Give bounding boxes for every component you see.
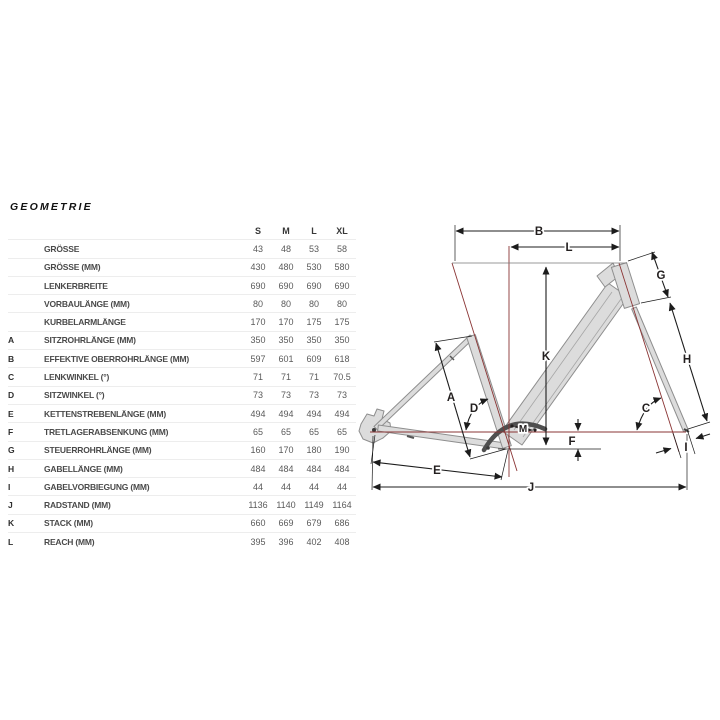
row-value: 44: [308, 481, 319, 492]
row-value: 53: [308, 243, 319, 254]
row-value: 1149: [304, 500, 324, 511]
row-value: 350: [334, 335, 350, 346]
table-row: [8, 276, 356, 294]
label-K: K: [541, 351, 551, 363]
row-letter: H: [8, 463, 15, 474]
row-value: 65: [252, 426, 263, 437]
reference-lines: [370, 246, 686, 477]
row-value: 80: [336, 298, 347, 309]
table-row: [8, 495, 356, 513]
row-value: 73: [280, 390, 291, 401]
table-row: [8, 239, 356, 257]
row-value: 1136: [248, 500, 268, 511]
row-value: 65: [280, 426, 291, 437]
fork-blade: [632, 307, 692, 432]
label-I: I: [684, 442, 688, 454]
row-value: 618: [334, 353, 350, 364]
battery-edge-line: [514, 292, 612, 430]
table-row: [8, 258, 356, 276]
label-F: F: [568, 436, 576, 448]
table-row: [8, 386, 356, 404]
row-value: 170: [278, 317, 294, 328]
size-header: L: [311, 225, 317, 236]
row-value: 71: [252, 372, 263, 383]
label-H: H: [682, 354, 692, 366]
row-value: 175: [306, 317, 322, 328]
row-value: 484: [250, 463, 266, 474]
row-letter: E: [8, 408, 14, 419]
row-value: 43: [252, 243, 263, 254]
row-value: 494: [334, 408, 350, 419]
label-J: J: [527, 482, 535, 494]
dimension-lines: [371, 225, 710, 490]
row-value: 494: [250, 408, 266, 419]
table-row: [8, 349, 356, 367]
row-label: KURBELARMLÄNGE: [44, 317, 126, 328]
steering-axis-reference-line: [619, 263, 679, 452]
row-label: STEUERROHRLÄNGE (MM): [44, 445, 152, 456]
row-value: 402: [306, 536, 322, 547]
row-label: GABELVORBIEGUNG (MM): [44, 481, 150, 492]
row-value: 48: [280, 243, 291, 254]
row-value: 170: [278, 445, 294, 456]
row-value: 669: [278, 518, 294, 529]
row-label: REACH (MM): [44, 536, 95, 547]
row-label: SITZWINKEL (°): [44, 390, 105, 401]
row-value: 73: [308, 390, 319, 401]
row-value: 350: [278, 335, 294, 346]
row-value: 660: [250, 518, 266, 529]
row-value: 494: [278, 408, 294, 419]
row-value: 170: [250, 317, 266, 328]
row-label: STACK (MM): [44, 518, 93, 529]
seat-stay-tube: [374, 335, 474, 430]
row-value: 44: [280, 481, 291, 492]
row-value: 430: [250, 262, 266, 273]
row-letter: D: [8, 390, 15, 401]
row-letter: I: [8, 481, 11, 492]
row-value: 44: [252, 481, 263, 492]
label-D: D: [469, 403, 479, 415]
label-B: B: [534, 226, 544, 238]
row-value: 73: [336, 390, 347, 401]
row-letter: C: [8, 372, 15, 383]
row-value: 190: [334, 445, 350, 456]
size-header: XL: [336, 225, 348, 236]
bb-bolt: [486, 446, 490, 450]
row-value: 80: [280, 298, 291, 309]
row-label: GRÖSSE: [44, 243, 80, 254]
row-value: 408: [334, 536, 350, 547]
rear-dropout-bolt: [372, 428, 376, 432]
row-value: 71: [280, 372, 291, 383]
row-value: 65: [308, 426, 319, 437]
table-row: [8, 441, 356, 459]
page-title: GEOMETRIE: [10, 201, 93, 213]
table-row: [8, 514, 356, 532]
label-M: M: [518, 424, 528, 435]
dim-I-left: [656, 449, 671, 454]
row-value: 395: [250, 536, 266, 547]
table-row: [8, 404, 356, 422]
row-value: 530: [306, 262, 322, 273]
table-row: [8, 331, 356, 349]
row-value: 480: [278, 262, 294, 273]
row-value: 484: [306, 463, 322, 474]
row-label: LENKWINKEL (°): [44, 372, 110, 383]
row-label: RADSTAND (MM): [44, 500, 111, 511]
row-letter: L: [8, 536, 14, 547]
row-label: SITZROHRLÄNGE (MM): [44, 335, 136, 346]
row-label: LENKERBREITE: [44, 280, 108, 291]
row-value: 484: [334, 463, 350, 474]
row-letter: B: [8, 353, 15, 364]
row-value: 175: [334, 317, 350, 328]
row-value: 80: [252, 298, 263, 309]
row-letter: G: [8, 445, 15, 456]
row-value: 686: [334, 518, 350, 529]
row-label: EFFEKTIVE OBERROHRLÄNGE (MM): [44, 353, 190, 364]
row-value: 679: [306, 518, 322, 529]
dim-I-right: [696, 434, 710, 439]
row-label: GRÖSSE (MM): [44, 262, 101, 273]
row-letter: F: [8, 426, 14, 437]
row-value: 1140: [276, 500, 296, 511]
row-value: 690: [334, 280, 350, 291]
row-value: 80: [308, 298, 319, 309]
table-header-row: [8, 222, 356, 239]
row-label: VORBAULÄNGE (MM): [44, 298, 130, 309]
row-label: KETTENSTREBENLÄNGE (MM): [44, 408, 166, 419]
row-value: 350: [250, 335, 266, 346]
bike-geometry-diagram: [355, 210, 720, 532]
row-value: 494: [306, 408, 322, 419]
row-value: 690: [306, 280, 322, 291]
battery-edge-line: [523, 299, 621, 437]
row-value: 690: [250, 280, 266, 291]
row-label: GABELLÄNGE (MM): [44, 463, 123, 474]
row-value: 609: [306, 353, 322, 364]
row-value: 58: [336, 243, 347, 254]
row-letter: J: [8, 500, 13, 511]
table-row: [8, 477, 356, 495]
label-C: C: [641, 403, 651, 415]
row-letter: K: [8, 518, 15, 529]
size-header: S: [254, 225, 261, 236]
label-E: E: [433, 465, 441, 477]
row-value: 690: [278, 280, 294, 291]
row-value: 73: [252, 390, 263, 401]
table-row: [8, 312, 356, 330]
table-row: [8, 422, 356, 440]
row-value: 350: [306, 335, 322, 346]
table-row: [8, 294, 356, 312]
row-value: 65: [336, 426, 347, 437]
label-L: L: [565, 242, 573, 254]
table-row: [8, 367, 356, 385]
size-header: M: [282, 225, 290, 236]
geometry-table: [8, 222, 356, 550]
row-value: 71: [308, 372, 319, 383]
row-value: 180: [306, 445, 322, 456]
table-row: [8, 532, 356, 550]
row-value: 597: [250, 353, 266, 364]
row-value: 44: [336, 481, 347, 492]
row-value: 396: [278, 536, 294, 547]
row-letter: A: [8, 335, 15, 346]
label-G: G: [656, 270, 666, 282]
row-value: 601: [278, 353, 294, 364]
label-A: A: [446, 392, 456, 404]
row-label: TRETLAGERABSENKUNG (MM): [44, 426, 169, 437]
row-value: 484: [278, 463, 294, 474]
table-row: [8, 459, 356, 477]
row-value: 580: [334, 262, 350, 273]
row-value: 160: [250, 445, 266, 456]
row-value: 1164: [332, 500, 352, 511]
row-value: 70.5: [333, 372, 351, 383]
